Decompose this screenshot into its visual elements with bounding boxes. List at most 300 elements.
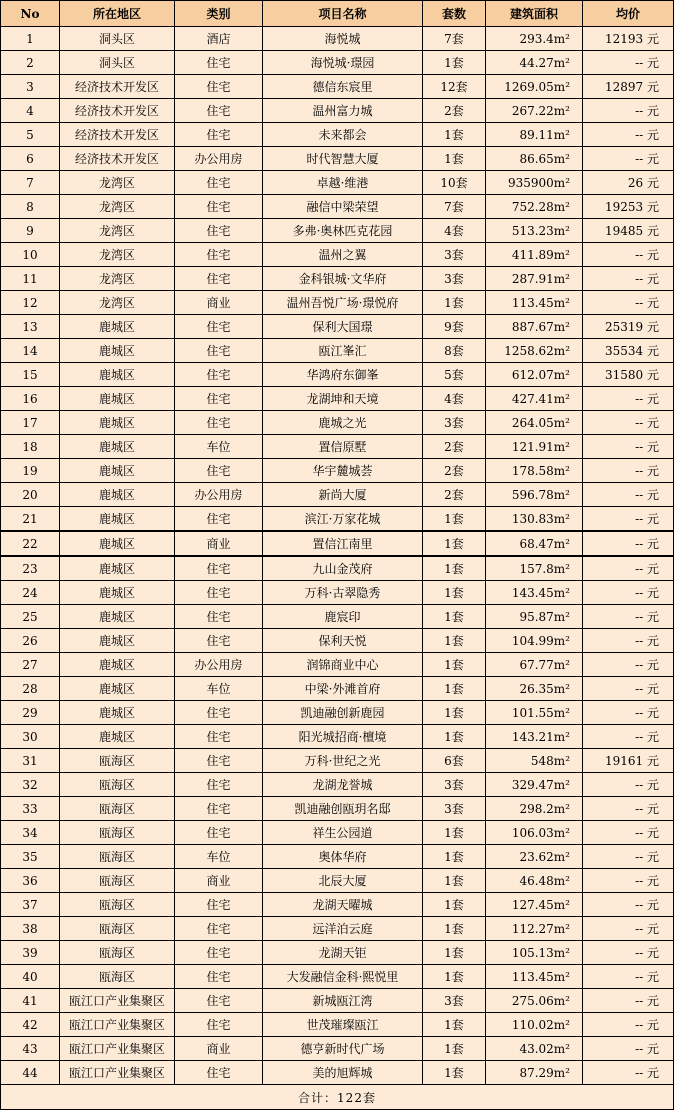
cell-project-name: 华宇麓城荟 [263, 459, 423, 483]
table-row [1, 459, 674, 483]
cell-category: 车位 [175, 435, 263, 459]
cell-project-name: 世茂璀璨瓯江 [263, 1013, 423, 1037]
cell-no: 21 [1, 507, 60, 532]
cell-avg-price: -- 元 [583, 701, 674, 725]
cell-no: 6 [1, 147, 60, 171]
cell-category: 办公用房 [175, 147, 263, 171]
cell-floor-area: 287.91m² [486, 267, 583, 291]
table-row [1, 75, 674, 99]
cell-district: 鹿城区 [60, 435, 175, 459]
table-row [1, 387, 674, 411]
cell-category: 住宅 [175, 773, 263, 797]
cell-floor-area: 89.11m² [486, 123, 583, 147]
cell-units: 2套 [423, 435, 486, 459]
header-units: 套数 [423, 1, 486, 27]
table-row [1, 243, 674, 267]
cell-category: 住宅 [175, 629, 263, 653]
table-row [1, 363, 674, 387]
cell-units: 1套 [423, 965, 486, 989]
cell-district: 瓯海区 [60, 845, 175, 869]
cell-avg-price: -- 元 [583, 459, 674, 483]
table-row [1, 845, 674, 869]
cell-district: 鹿城区 [60, 605, 175, 629]
cell-avg-price: -- 元 [583, 797, 674, 821]
cell-no: 34 [1, 821, 60, 845]
cell-no: 36 [1, 869, 60, 893]
cell-project-name: 温州吾悦广场·璟悦府 [263, 291, 423, 315]
cell-district: 龙湾区 [60, 171, 175, 195]
cell-district: 鹿城区 [60, 459, 175, 483]
cell-floor-area: 43.02m² [486, 1037, 583, 1061]
cell-project-name: 新尚大厦 [263, 483, 423, 507]
cell-district: 龙湾区 [60, 219, 175, 243]
cell-no: 14 [1, 339, 60, 363]
table-row [1, 339, 674, 363]
table-row [1, 291, 674, 315]
cell-category: 车位 [175, 677, 263, 701]
cell-units: 3套 [423, 773, 486, 797]
cell-units: 10套 [423, 171, 486, 195]
cell-district: 鹿城区 [60, 363, 175, 387]
table-row [1, 941, 674, 965]
cell-floor-area: 105.13m² [486, 941, 583, 965]
header-row [1, 1, 674, 27]
table-row [1, 123, 674, 147]
cell-category: 住宅 [175, 917, 263, 941]
cell-category: 住宅 [175, 123, 263, 147]
cell-category: 住宅 [175, 941, 263, 965]
cell-units: 1套 [423, 556, 486, 581]
table-row [1, 917, 674, 941]
cell-floor-area: 110.02m² [486, 1013, 583, 1037]
table-row [1, 531, 674, 556]
cell-avg-price: -- 元 [583, 1013, 674, 1037]
cell-project-name: 海悦城 [263, 27, 423, 51]
cell-category: 住宅 [175, 363, 263, 387]
cell-avg-price: 19485 元 [583, 219, 674, 243]
cell-floor-area: 127.45m² [486, 893, 583, 917]
cell-units: 1套 [423, 51, 486, 75]
cell-avg-price: -- 元 [583, 917, 674, 941]
cell-units: 1套 [423, 1061, 486, 1085]
cell-avg-price: 19253 元 [583, 195, 674, 219]
cell-units: 1套 [423, 869, 486, 893]
cell-avg-price: 35534 元 [583, 339, 674, 363]
cell-no: 40 [1, 965, 60, 989]
cell-units: 1套 [423, 677, 486, 701]
cell-units: 3套 [423, 411, 486, 435]
cell-units: 3套 [423, 267, 486, 291]
table-row [1, 893, 674, 917]
cell-project-name: 润锦商业中心 [263, 653, 423, 677]
cell-project-name: 中梁·外滩首府 [263, 677, 423, 701]
cell-category: 住宅 [175, 797, 263, 821]
cell-floor-area: 121.91m² [486, 435, 583, 459]
cell-floor-area: 26.35m² [486, 677, 583, 701]
cell-project-name: 新城瓯江湾 [263, 989, 423, 1013]
cell-district: 洞头区 [60, 27, 175, 51]
cell-project-name: 德信东宸里 [263, 75, 423, 99]
cell-floor-area: 67.77m² [486, 653, 583, 677]
cell-no: 20 [1, 483, 60, 507]
cell-units: 1套 [423, 123, 486, 147]
cell-no: 7 [1, 171, 60, 195]
cell-district: 瓯海区 [60, 941, 175, 965]
cell-project-name: 保利大国璟 [263, 315, 423, 339]
cell-floor-area: 1258.62m² [486, 339, 583, 363]
cell-floor-area: 329.47m² [486, 773, 583, 797]
cell-avg-price: -- 元 [583, 773, 674, 797]
cell-no: 43 [1, 1037, 60, 1061]
cell-units: 1套 [423, 821, 486, 845]
cell-no: 35 [1, 845, 60, 869]
cell-project-name: 祥生公园道 [263, 821, 423, 845]
cell-floor-area: 427.41m² [486, 387, 583, 411]
cell-category: 住宅 [175, 701, 263, 725]
cell-avg-price: -- 元 [583, 677, 674, 701]
cell-avg-price: 12897 元 [583, 75, 674, 99]
cell-units: 1套 [423, 941, 486, 965]
table-row [1, 51, 674, 75]
table-row [1, 99, 674, 123]
cell-no: 19 [1, 459, 60, 483]
cell-no: 9 [1, 219, 60, 243]
cell-project-name: 置信江南里 [263, 531, 423, 556]
cell-floor-area: 178.58m² [486, 459, 583, 483]
cell-project-name: 万科·世纪之光 [263, 749, 423, 773]
cell-no: 39 [1, 941, 60, 965]
cell-district: 鹿城区 [60, 653, 175, 677]
cell-district: 瓯海区 [60, 965, 175, 989]
cell-project-name: 大发融信金科·熙悦里 [263, 965, 423, 989]
cell-project-name: 多弗·奥林匹克花园 [263, 219, 423, 243]
cell-district: 龙湾区 [60, 267, 175, 291]
cell-units: 1套 [423, 581, 486, 605]
cell-district: 经济技术开发区 [60, 147, 175, 171]
cell-project-name: 美的旭辉城 [263, 1061, 423, 1085]
cell-avg-price: -- 元 [583, 483, 674, 507]
cell-units: 1套 [423, 1037, 486, 1061]
cell-units: 7套 [423, 195, 486, 219]
cell-category: 住宅 [175, 965, 263, 989]
cell-category: 酒店 [175, 27, 263, 51]
cell-category: 住宅 [175, 725, 263, 749]
cell-avg-price: -- 元 [583, 123, 674, 147]
cell-district: 龙湾区 [60, 291, 175, 315]
cell-no: 33 [1, 797, 60, 821]
cell-district: 鹿城区 [60, 581, 175, 605]
cell-units: 2套 [423, 99, 486, 123]
table-row [1, 797, 674, 821]
table-row [1, 629, 674, 653]
cell-project-name: 九山金茂府 [263, 556, 423, 581]
table-row [1, 27, 674, 51]
cell-district: 鹿城区 [60, 677, 175, 701]
header-no: No [1, 1, 60, 27]
cell-units: 1套 [423, 917, 486, 941]
cell-district: 鹿城区 [60, 387, 175, 411]
cell-district: 经济技术开发区 [60, 75, 175, 99]
cell-avg-price: -- 元 [583, 411, 674, 435]
cell-district: 龙湾区 [60, 195, 175, 219]
cell-district: 鹿城区 [60, 315, 175, 339]
cell-category: 住宅 [175, 267, 263, 291]
cell-floor-area: 935900m² [486, 171, 583, 195]
cell-project-name: 凯迪融创瓯玥名邸 [263, 797, 423, 821]
cell-project-name: 温州富力城 [263, 99, 423, 123]
cell-project-name: 鹿城之光 [263, 411, 423, 435]
table-row [1, 821, 674, 845]
cell-district: 经济技术开发区 [60, 123, 175, 147]
cell-no: 2 [1, 51, 60, 75]
cell-district: 龙湾区 [60, 243, 175, 267]
cell-category: 住宅 [175, 75, 263, 99]
table-row [1, 653, 674, 677]
cell-units: 8套 [423, 339, 486, 363]
cell-avg-price: -- 元 [583, 147, 674, 171]
cell-floor-area: 267.22m² [486, 99, 583, 123]
cell-no: 11 [1, 267, 60, 291]
cell-no: 37 [1, 893, 60, 917]
cell-floor-area: 513.23m² [486, 219, 583, 243]
cell-category: 商业 [175, 1037, 263, 1061]
cell-floor-area: 752.28m² [486, 195, 583, 219]
table-row [1, 507, 674, 532]
cell-category: 住宅 [175, 387, 263, 411]
table-row [1, 989, 674, 1013]
cell-units: 1套 [423, 147, 486, 171]
cell-no: 4 [1, 99, 60, 123]
cell-district: 瓯海区 [60, 749, 175, 773]
cell-floor-area: 106.03m² [486, 821, 583, 845]
cell-category: 住宅 [175, 893, 263, 917]
cell-category: 住宅 [175, 821, 263, 845]
cell-floor-area: 86.65m² [486, 147, 583, 171]
cell-project-name: 北辰大厦 [263, 869, 423, 893]
cell-project-name: 远洋泊云庭 [263, 917, 423, 941]
cell-district: 鹿城区 [60, 629, 175, 653]
cell-no: 12 [1, 291, 60, 315]
cell-units: 3套 [423, 243, 486, 267]
cell-avg-price: 31580 元 [583, 363, 674, 387]
cell-floor-area: 157.8m² [486, 556, 583, 581]
cell-category: 住宅 [175, 315, 263, 339]
cell-district: 瓯海区 [60, 821, 175, 845]
cell-district: 鹿城区 [60, 507, 175, 532]
table-row [1, 171, 674, 195]
cell-floor-area: 596.78m² [486, 483, 583, 507]
table-row [1, 1061, 674, 1085]
cell-floor-area: 23.62m² [486, 845, 583, 869]
cell-category: 住宅 [175, 51, 263, 75]
cell-units: 2套 [423, 459, 486, 483]
table-row [1, 1037, 674, 1061]
cell-floor-area: 264.05m² [486, 411, 583, 435]
cell-avg-price: -- 元 [583, 965, 674, 989]
cell-units: 5套 [423, 363, 486, 387]
cell-project-name: 保利天悦 [263, 629, 423, 653]
cell-units: 1套 [423, 629, 486, 653]
cell-district: 鹿城区 [60, 339, 175, 363]
cell-no: 15 [1, 363, 60, 387]
cell-no: 23 [1, 556, 60, 581]
cell-floor-area: 101.55m² [486, 701, 583, 725]
table-row [1, 147, 674, 171]
cell-avg-price: -- 元 [583, 556, 674, 581]
cell-no: 31 [1, 749, 60, 773]
cell-units: 2套 [423, 483, 486, 507]
cell-avg-price: -- 元 [583, 893, 674, 917]
cell-avg-price: -- 元 [583, 267, 674, 291]
cell-category: 住宅 [175, 1061, 263, 1085]
cell-no: 28 [1, 677, 60, 701]
cell-district: 瓯江口产业集聚区 [60, 1061, 175, 1085]
cell-floor-area: 130.83m² [486, 507, 583, 532]
cell-avg-price: -- 元 [583, 629, 674, 653]
total-row [1, 1085, 674, 1110]
cell-avg-price: 26 元 [583, 171, 674, 195]
cell-project-name: 龙湖龙誉城 [263, 773, 423, 797]
cell-floor-area: 612.07m² [486, 363, 583, 387]
cell-category: 商业 [175, 869, 263, 893]
cell-category: 住宅 [175, 459, 263, 483]
cell-category: 办公用房 [175, 483, 263, 507]
cell-district: 鹿城区 [60, 725, 175, 749]
cell-category: 住宅 [175, 99, 263, 123]
total-summary: 合计：122套 [1, 1085, 674, 1110]
table-row [1, 749, 674, 773]
cell-project-name: 温州之翼 [263, 243, 423, 267]
cell-category: 商业 [175, 291, 263, 315]
cell-project-name: 金科银城·文华府 [263, 267, 423, 291]
cell-no: 42 [1, 1013, 60, 1037]
cell-floor-area: 293.4m² [486, 27, 583, 51]
cell-floor-area: 887.67m² [486, 315, 583, 339]
cell-district: 瓯海区 [60, 917, 175, 941]
cell-project-name: 万科·古翠隐秀 [263, 581, 423, 605]
cell-units: 1套 [423, 653, 486, 677]
cell-category: 住宅 [175, 605, 263, 629]
cell-district: 瓯江口产业集聚区 [60, 1037, 175, 1061]
cell-avg-price: -- 元 [583, 653, 674, 677]
cell-category: 住宅 [175, 1013, 263, 1037]
cell-category: 商业 [175, 531, 263, 556]
cell-floor-area: 44.27m² [486, 51, 583, 75]
table-row [1, 581, 674, 605]
cell-avg-price: -- 元 [583, 291, 674, 315]
cell-project-name: 凯迪融创新鹿园 [263, 701, 423, 725]
cell-no: 44 [1, 1061, 60, 1085]
cell-avg-price: -- 元 [583, 531, 674, 556]
cell-floor-area: 113.45m² [486, 291, 583, 315]
cell-district: 洞头区 [60, 51, 175, 75]
table-row [1, 677, 674, 701]
table-body [1, 27, 674, 1085]
cell-district: 鹿城区 [60, 531, 175, 556]
cell-category: 住宅 [175, 411, 263, 435]
cell-category: 住宅 [175, 749, 263, 773]
header-district: 所在地区 [60, 1, 175, 27]
cell-no: 16 [1, 387, 60, 411]
cell-avg-price: -- 元 [583, 605, 674, 629]
cell-project-name: 阳光城招商·檀境 [263, 725, 423, 749]
cell-project-name: 华鸿府东御峯 [263, 363, 423, 387]
table-row [1, 315, 674, 339]
cell-floor-area: 46.48m² [486, 869, 583, 893]
cell-no: 27 [1, 653, 60, 677]
cell-no: 17 [1, 411, 60, 435]
cell-project-name: 滨江·万家花城 [263, 507, 423, 532]
header-avg-price: 均价 [583, 1, 674, 27]
cell-avg-price: -- 元 [583, 1061, 674, 1085]
cell-units: 7套 [423, 27, 486, 51]
cell-avg-price: -- 元 [583, 243, 674, 267]
cell-units: 1套 [423, 605, 486, 629]
header-project-name: 项目名称 [263, 1, 423, 27]
cell-district: 瓯海区 [60, 773, 175, 797]
cell-no: 26 [1, 629, 60, 653]
cell-units: 1套 [423, 507, 486, 532]
cell-category: 住宅 [175, 507, 263, 532]
table-row [1, 605, 674, 629]
cell-units: 1套 [423, 725, 486, 749]
cell-units: 4套 [423, 387, 486, 411]
cell-units: 4套 [423, 219, 486, 243]
cell-project-name: 鹿宸印 [263, 605, 423, 629]
cell-no: 29 [1, 701, 60, 725]
header-category: 类别 [175, 1, 263, 27]
cell-category: 办公用房 [175, 653, 263, 677]
cell-no: 41 [1, 989, 60, 1013]
cell-floor-area: 87.29m² [486, 1061, 583, 1085]
table-row [1, 219, 674, 243]
table-row [1, 435, 674, 459]
cell-project-name: 瓯江峯汇 [263, 339, 423, 363]
cell-district: 瓯海区 [60, 893, 175, 917]
cell-no: 22 [1, 531, 60, 556]
cell-avg-price: -- 元 [583, 821, 674, 845]
cell-avg-price: -- 元 [583, 435, 674, 459]
cell-floor-area: 275.06m² [486, 989, 583, 1013]
cell-no: 24 [1, 581, 60, 605]
table-row [1, 556, 674, 581]
cell-district: 经济技术开发区 [60, 99, 175, 123]
cell-project-name: 龙湖天曜城 [263, 893, 423, 917]
cell-units: 1套 [423, 701, 486, 725]
cell-avg-price: -- 元 [583, 581, 674, 605]
cell-district: 鹿城区 [60, 483, 175, 507]
cell-district: 瓯海区 [60, 869, 175, 893]
cell-avg-price: 12193 元 [583, 27, 674, 51]
table-row [1, 773, 674, 797]
table-row [1, 267, 674, 291]
cell-district: 瓯海区 [60, 797, 175, 821]
cell-avg-price: -- 元 [583, 869, 674, 893]
cell-units: 12套 [423, 75, 486, 99]
cell-avg-price: -- 元 [583, 845, 674, 869]
cell-project-name: 置信原墅 [263, 435, 423, 459]
cell-category: 住宅 [175, 581, 263, 605]
cell-category: 住宅 [175, 556, 263, 581]
cell-units: 9套 [423, 315, 486, 339]
cell-avg-price: -- 元 [583, 387, 674, 411]
cell-avg-price: -- 元 [583, 725, 674, 749]
cell-category: 住宅 [175, 195, 263, 219]
cell-avg-price: 19161 元 [583, 749, 674, 773]
cell-avg-price: -- 元 [583, 99, 674, 123]
cell-category: 住宅 [175, 339, 263, 363]
cell-no: 3 [1, 75, 60, 99]
